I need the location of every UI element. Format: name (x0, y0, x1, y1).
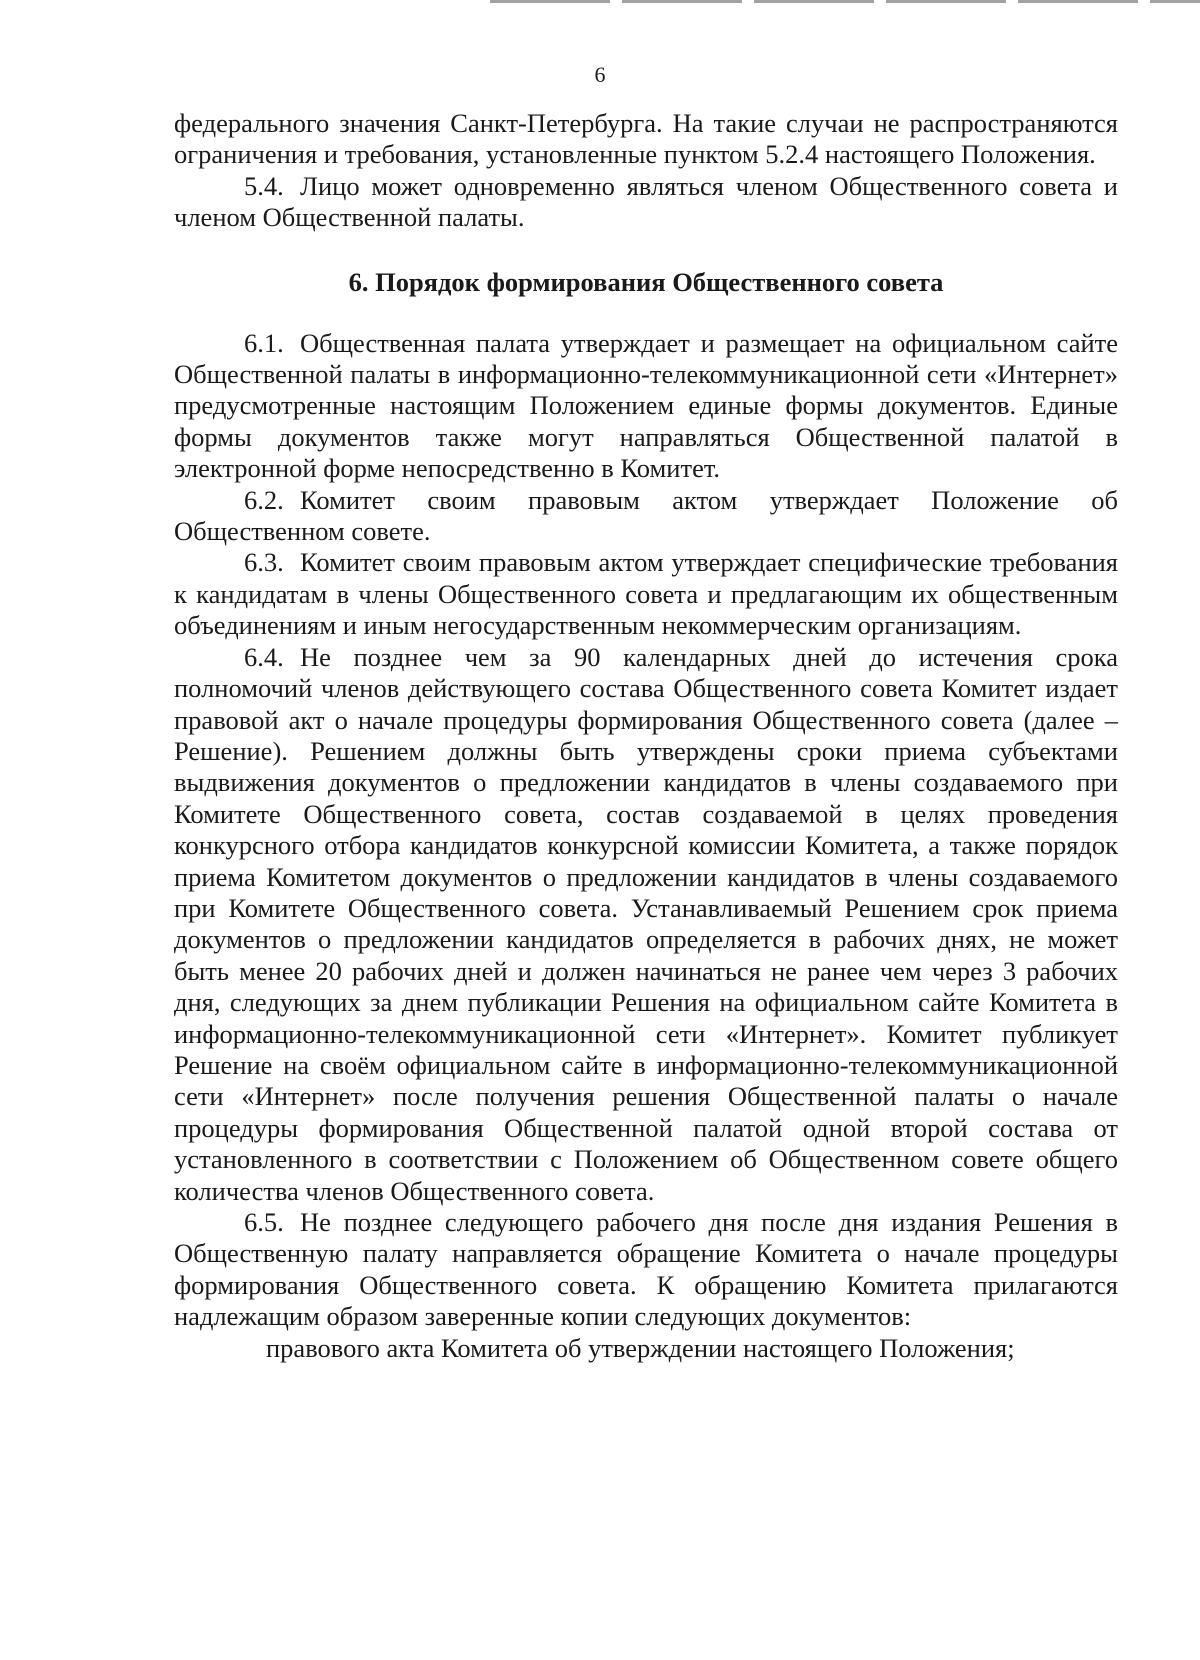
paragraph-6-5 (174, 1207, 1118, 1333)
clause-text: Не позднее чем за 90 календарных дней до истечения срока полномочий членов действующего состава Общественного совета Комитет издает правовой акт о начале процедуры формирования Общественного совета (далее – Решение). Решением должны быть утверждены сроки приема субъектами выдвижения документов о предложении кандидатов в члены создаваемого при Комитете Общественного совета, состав создаваемой в целях проведения конкурсного отбора кандидатов конкурсной комиссии Комитета, а также порядок приема Комитетом документов о предложении кандидатов в члены создаваемого при Комитете Общественного совета. Устанавливаемый Решением срок приема документов о предложении кандидатов определяется в рабочих днях, не может быть менее 20 рабочих дней и должен начинаться не ранее чем через 3 рабочих дня, следующих за днем публикации Решения на официальном сайте Комитета в информационно-телекоммуникационной сети «Интернет». Комитет публикует Решение на своём официальном сайте в информационно-телекоммуникационной сети «Интернет» после получения решения Общественной палаты о начале процедуры формирования Общественной палатой одной второй состава от установленного в соответствии с Положением об Общественном совете общего количества членов Общественного совета. (174, 641, 1118, 1206)
clause-text: Лицо может одновременно являться членом Общественного совета и членом Общественной палаты. (174, 170, 1118, 233)
document-body (174, 108, 1118, 1364)
paragraph-6-3 (174, 547, 1118, 641)
clause-number: 6.1. (244, 327, 284, 358)
clause-number: 6.3. (244, 547, 284, 578)
clause-text: Общественная палата утверждает и размещает на официальном сайте Общественной палаты в информационно-телекоммуникационной сети «Интернет» предусмотренные настоящим Положением единые формы документов. Единые формы документов также могут направляться Общественной палатой в электронной форме непосредственно в Комитет. (174, 327, 1118, 484)
paragraph-5-4 (174, 171, 1118, 234)
scan-top-edge-rule (490, 0, 1200, 3)
clause-text: Не позднее следующего рабочего дня после дня издания Решения в Общественную палату направляется обращение Комитета о начале процедуры формирования Общественного совета. К обращению Комитета прилагаются надлежащим образом заверенные копии следующих документов: (174, 1207, 1118, 1332)
paragraph-6-1 (174, 328, 1118, 485)
paragraph-6-2 (174, 485, 1118, 548)
paragraph-continuation: федерального значения Санкт-Петербурга. На такие случаи не распространяются ограничения и требования, установленные пунктом 5.2.4 настоящего Положения. (174, 108, 1118, 170)
clause-number: 6.2. (244, 484, 284, 515)
clause-number: 6.4. (244, 641, 284, 672)
clause-number: 5.4. (244, 170, 284, 201)
clause-text: Комитет своим правовым актом утверждает специфические требования к кандидатам в члены Общественного совета и предлагающим их общественным объединениям и иным негосударственным некоммерческим организациям. (174, 547, 1118, 641)
list-item: правового акта Комитета об утверждении настоящего Положения; (266, 1332, 1015, 1363)
section-heading: 6. Порядок формирования Общественного совета (348, 266, 944, 297)
paragraph-6-4 (174, 642, 1118, 1207)
page-number: 6 (594, 62, 606, 87)
clause-text: Комитет своим правовым актом утверждает Положение об Общественном совете. (174, 484, 1118, 547)
clause-number: 6.5. (244, 1207, 284, 1237)
